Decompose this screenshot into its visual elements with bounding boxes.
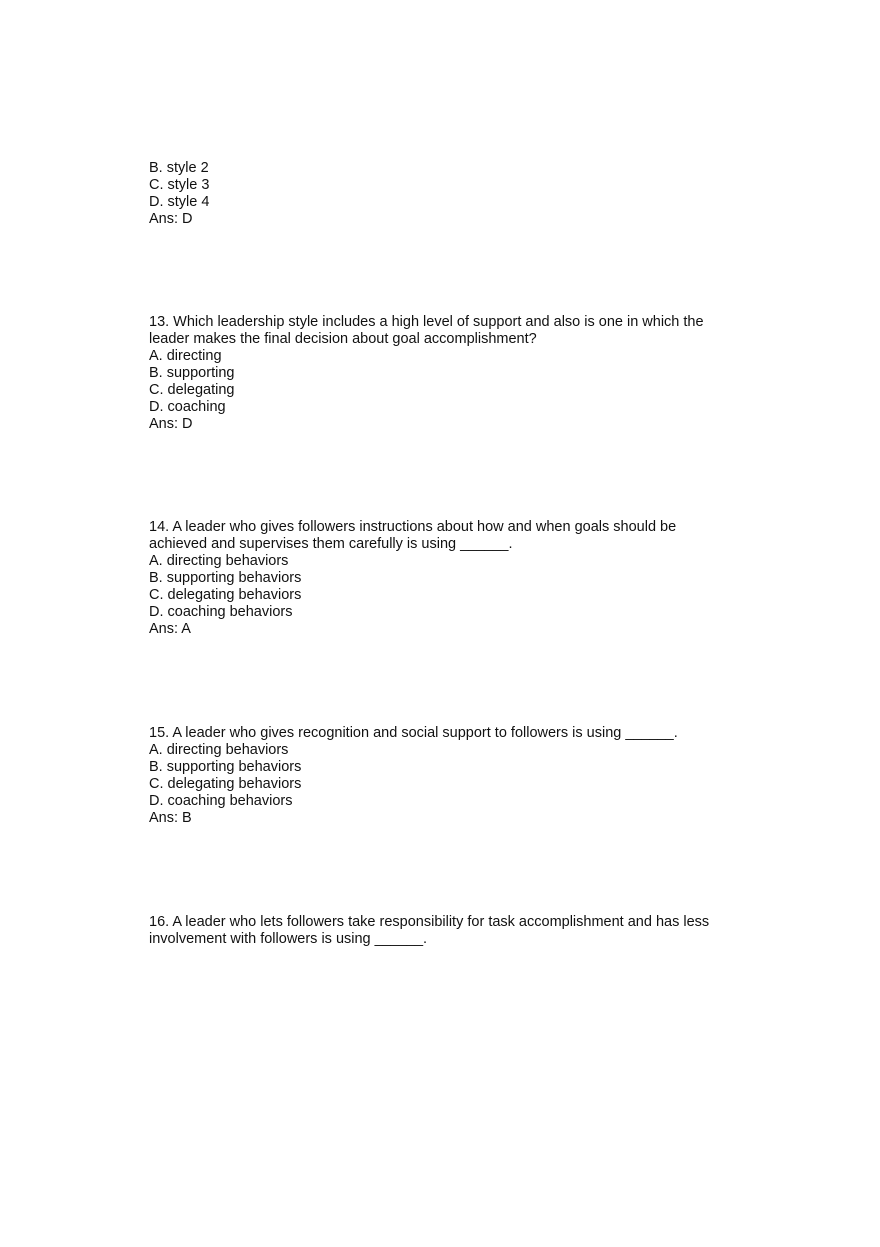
answer-line: Ans: D xyxy=(149,211,193,227)
option-d: D. coaching behaviors xyxy=(149,793,293,809)
question-15 xyxy=(149,725,749,827)
question-14 xyxy=(149,519,749,638)
option-b: B. supporting xyxy=(149,365,235,381)
option-c: C. delegating behaviors xyxy=(149,776,302,792)
option-b: B. supporting behaviors xyxy=(149,759,302,775)
question-text-line: involvement with followers is using ______. xyxy=(149,931,428,947)
option-a: A. directing behaviors xyxy=(149,553,289,569)
answer-line: Ans: D xyxy=(149,416,193,432)
option-c: C. delegating xyxy=(149,382,235,398)
question-text-line: leader makes the final decision about goal accomplishment? xyxy=(149,331,537,347)
question-text-line: 13. Which leadership style includes a high level of support and also is one in which the xyxy=(149,314,704,330)
option-b: B. supporting behaviors xyxy=(149,570,302,586)
question-13 xyxy=(149,314,749,433)
question-text-line: 14. A leader who gives followers instructions about how and when goals should be xyxy=(149,519,677,535)
question-text-line: 16. A leader who lets followers take responsibility for task accomplishment and has less xyxy=(149,914,710,930)
option-d: D. coaching behaviors xyxy=(149,604,293,620)
option-a: A. directing xyxy=(149,348,222,364)
option-b: B. style 2 xyxy=(149,160,209,176)
answer-line: Ans: A xyxy=(149,621,191,637)
question-16 xyxy=(149,914,749,948)
option-d: D. style 4 xyxy=(149,194,210,210)
option-c: C. style 3 xyxy=(149,177,210,193)
question-text-line: 15. A leader who gives recognition and social support to followers is using ______. xyxy=(149,725,678,741)
question-12-continuation xyxy=(149,160,749,228)
option-d: D. coaching xyxy=(149,399,226,415)
option-c: C. delegating behaviors xyxy=(149,587,302,603)
answer-line: Ans: B xyxy=(149,810,192,826)
option-a: A. directing behaviors xyxy=(149,742,289,758)
question-text-line: achieved and supervises them carefully is using ______. xyxy=(149,536,513,552)
